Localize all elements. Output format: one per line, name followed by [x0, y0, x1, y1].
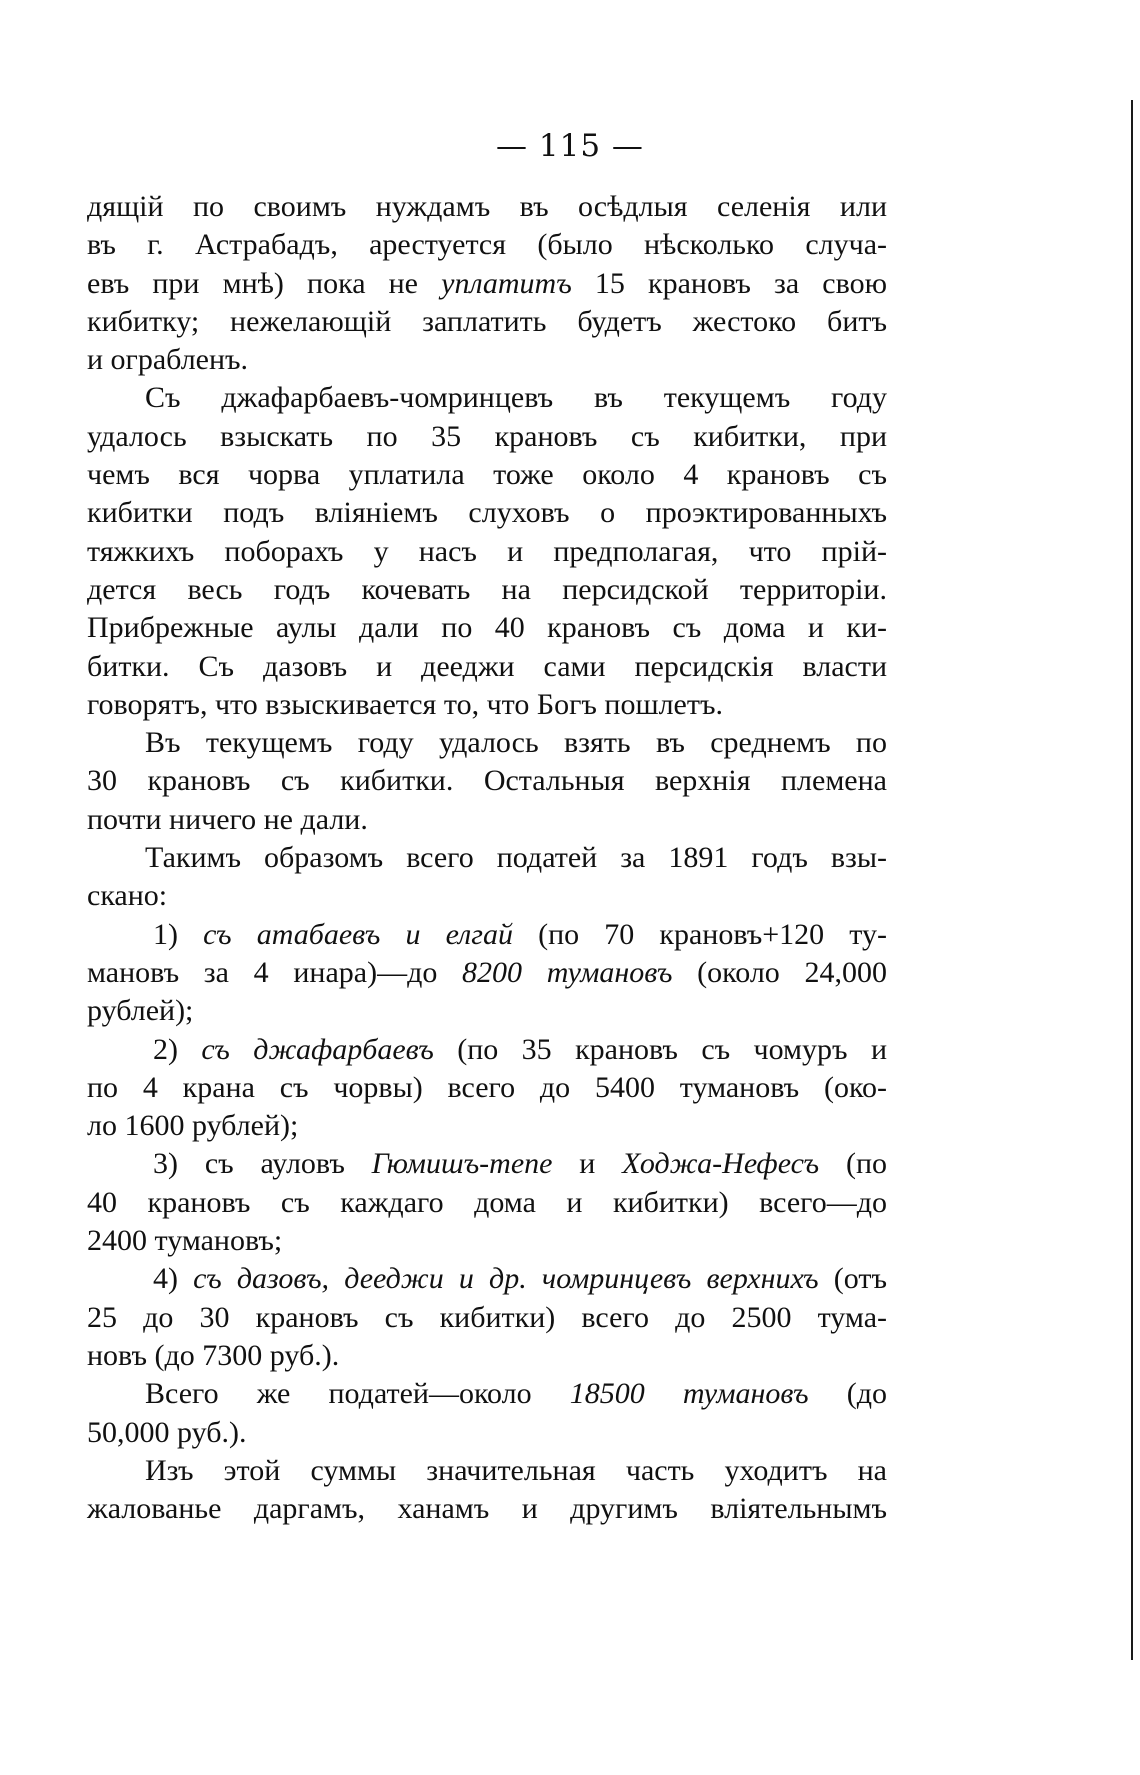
list-item-line — [87, 1145, 887, 1183]
italic-run: 8200 тумановъ — [462, 955, 673, 989]
text-line: удалось взыскать по 35 крановъ съ кибитки, при — [87, 419, 887, 453]
list-item-line: по 4 крана съ чорвы) всего до 5400 тумановъ (око- — [87, 1070, 887, 1104]
text-line: Такимъ образомъ всего податей за 1891 годъ взы- — [145, 841, 887, 875]
text-run: Всего же податей—около — [145, 1377, 570, 1411]
list-item-line — [87, 916, 887, 954]
list-item-line: рублей); — [87, 994, 194, 1028]
text-run: (около 24,000 — [672, 955, 887, 989]
list-item-line: 25 до 30 крановъ съ кибитки) всего до 2500 тума- — [87, 1300, 887, 1334]
text-line: въ г. Астрабадъ, арестуется (было нѣсколько случа- — [87, 228, 887, 262]
text-run: 2) — [153, 1032, 202, 1066]
text-run: 4) — [153, 1262, 194, 1296]
text-run: (по 35 крановъ съ чомуръ и — [433, 1032, 887, 1066]
text-line: Изъ этой суммы значительная часть уходитъ на — [145, 1453, 887, 1487]
text-run: и — [552, 1147, 623, 1181]
text-line: дящій по своимъ нуждамъ въ осѣдлыя селенія или — [87, 190, 887, 223]
italic-run: Гюмишъ-тепе — [371, 1147, 553, 1181]
page-number: — 115 — — [496, 128, 644, 164]
text-line: битки. Съ дазовъ и дееджи сами персидскія власти — [87, 649, 887, 683]
italic-run: съ джафарбаевъ — [201, 1032, 434, 1066]
text-line: почти ничего не дали. — [87, 802, 368, 836]
text-line: скано: — [87, 879, 168, 913]
text-run: 1) — [153, 917, 204, 951]
list-item-line: новъ (до 7300 руб.). — [87, 1338, 340, 1372]
list-item-line: ло 1600 рублей); — [87, 1109, 299, 1143]
text-run: 3) съ ауловъ — [153, 1147, 372, 1181]
text-line: жалованье даргамъ, ханамъ и другимъ вліятельнымъ — [87, 1492, 887, 1526]
text-line: говорятъ, что взыскивается то, что Богъ пошлетъ. — [87, 687, 723, 721]
text-run: (по — [819, 1147, 887, 1181]
list-item-line: 40 крановъ съ каждаго дома и кибитки) всего—до — [87, 1185, 887, 1219]
text-line — [87, 265, 887, 303]
text-run: (отъ — [818, 1262, 888, 1296]
italic-run: съ дазовъ, дееджи и др. чомринцевъ верхнихъ — [193, 1262, 819, 1296]
text-line: чемъ вся чорва уплатила тоже около 4 крановъ съ — [87, 458, 887, 492]
text-line: и ограбленъ. — [87, 343, 249, 377]
italic-run: съ атабаевъ и елгай — [203, 917, 513, 951]
text-line: Прибрежные аулы дали по 40 крановъ съ дома и ки- — [87, 611, 887, 645]
text-line: Въ текущемъ году удалось взять въ среднемъ по — [145, 726, 887, 760]
text-run: мановъ за 4 инара)—до — [87, 955, 463, 989]
text-line: 30 крановъ съ кибитки. Остальныя верхнія племена — [87, 764, 887, 798]
italic-run: уплатитъ — [441, 266, 572, 300]
text-run: (по 70 крановъ+120 ту- — [512, 917, 887, 951]
text-run: евъ при мнѣ) пока не — [87, 266, 442, 300]
italic-run: Ходжа-Нефесъ — [622, 1147, 820, 1181]
text-run: 15 крановъ за свою — [571, 266, 887, 300]
text-line: 50,000 руб.). — [87, 1415, 247, 1449]
text-line: Съ джафарбаевъ-чомринцевъ въ текущемъ году — [145, 381, 887, 415]
text-run: (до — [808, 1377, 887, 1411]
list-item-line — [87, 1031, 887, 1069]
text-line: кибитку; нежелающій заплатить будетъ жестоко битъ — [87, 304, 887, 338]
text-line: кибитки подъ вліяніемъ слуховъ о проэктированныхъ — [87, 496, 887, 530]
body-text — [87, 188, 887, 1528]
italic-run: 18500 тумановъ — [569, 1377, 809, 1411]
page-edge-line — [1131, 100, 1133, 1660]
list-item-line — [87, 1260, 887, 1298]
list-item-line — [87, 954, 887, 992]
text-line: тяжкихъ поборахъ у насъ и предполагая, что прій- — [87, 534, 887, 568]
text-line — [87, 1375, 887, 1413]
text-line: дется весь годъ кочевать на персидской территоріи. — [87, 572, 887, 606]
list-item-line: 2400 тумановъ; — [87, 1224, 283, 1258]
